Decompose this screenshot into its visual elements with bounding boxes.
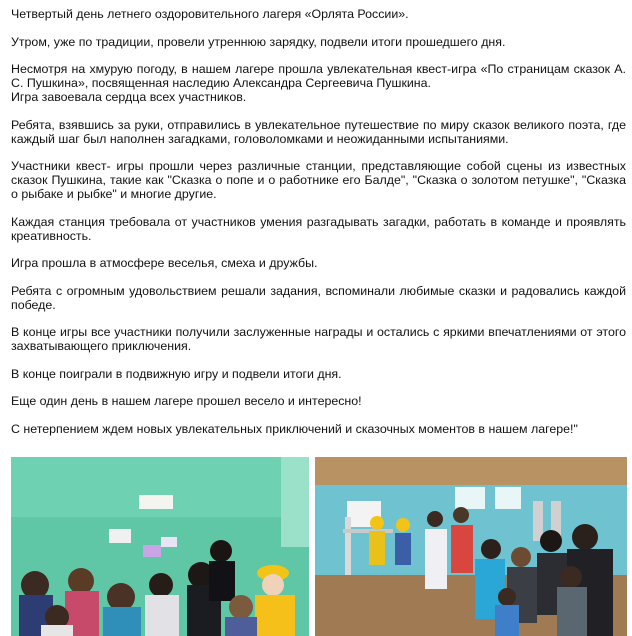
paragraph-intro: Четвертый день летнего оздоровительного лагеря «Орлята России».: [11, 7, 409, 21]
photo-gallery: [11, 457, 623, 636]
paragraph-atmosphere: Игра прошла в атмосфере веселья, смеха и дружбы.: [11, 256, 318, 270]
paragraph-journey: Ребята, взявшись за руки, отправились в увлекательное путешествие по миру сказок великого поэта, где каждый шаг был наполнен загадками, головоломками и неожиданными испытаниями.: [11, 117, 626, 146]
paragraph-outdoor-game: В конце поиграли в подвижную игру и подвели итоги дня.: [11, 366, 342, 381]
paragraph-tasks: Ребята с огромным удовольствием решали задания, вспоминали любимые сказки и радовались каждой победе.: [11, 283, 626, 312]
photo-gym-game-image: [315, 457, 627, 636]
paragraph-morning: Утром, уже по традиции, провели утреннюю зарядку, подвели итоги прошедшего дня.: [11, 34, 506, 49]
article-body: [11, 7, 626, 449]
paragraph-skills: Каждая станция требовала от участников умения разгадывать загадки, работать в команде и проявлять креативность.: [11, 214, 626, 243]
paragraph-fun-day: Еще один день в нашем лагере прошел весело и интересно!: [11, 394, 362, 408]
photo-gym-game[interactable]: [315, 457, 627, 636]
photo-children-at-wall-image: [11, 457, 309, 636]
paragraph-stations: Участники квест- игры прошли через различные станции, представляющие собой сцены из известных сказок Пушкина, такие как "Сказка о попе и о работнике его Балде", "Сказка о золотом петушке", "Сказка о рыбаке и рыбке" и многие другие.: [11, 159, 626, 201]
paragraph-quest: Несмотря на хмурую погоду, в нашем лагере прошла увлекательная квест-игра «По страницам сказок А. С. Пушкина», посвященная наследию Александра Сергеевича Пушкина. Игра завоевала сердца всех участников.: [11, 62, 626, 104]
paragraph-closing: С нетерпением ждем новых увлекательных приключений и сказочных моментов в нашем лагере!": [11, 421, 578, 436]
photo-children-at-wall[interactable]: [11, 457, 309, 636]
paragraph-awards: В конце игры все участники получили заслуженные награды и остались с яркими впечатлениями от этого захватывающего приключения.: [11, 325, 626, 353]
